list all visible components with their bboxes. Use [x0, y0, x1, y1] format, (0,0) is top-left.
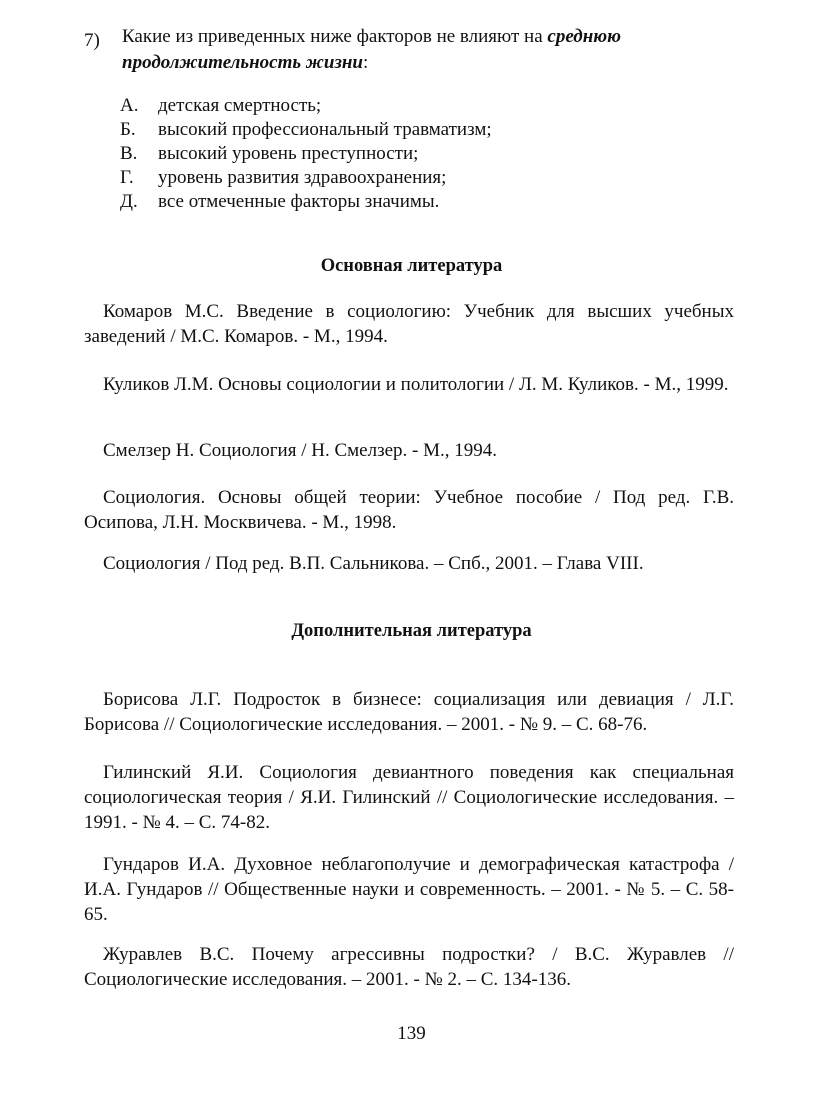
answer-option-b — [120, 118, 720, 142]
option-text: высокий профессиональный травматизм; — [158, 119, 492, 140]
question-number: 7) — [84, 30, 100, 51]
reference-entry: Комаров М.С. Введение в социологию: Учебник для высших учебных заведений / М.С. Комаров. - М., 1994. — [84, 301, 734, 347]
option-letter: Г. — [120, 167, 134, 188]
option-letter: Б. — [120, 119, 136, 140]
reference-entry: Смелзер Н. Социология / Н. Смелзер. - М., 1994. — [103, 440, 497, 461]
option-text: все отмеченные факторы значимы. — [158, 191, 440, 212]
reference-entry: Журавлев В.С. Почему агрессивны подростки? / В.С. Журавлев // Социологические исследования. – 2001. - № 2. – С. 134-136. — [84, 944, 734, 990]
question-text-start: Какие из приведенных ниже факторов не влияют на — [122, 26, 548, 47]
answer-options — [120, 94, 720, 214]
page-number: 139 — [397, 1023, 426, 1044]
reference-entry: Куликов Л.М. Основы социологии и политологии / Л. М. Куликов. - М., 1999. — [103, 374, 729, 395]
option-letter: В. — [120, 143, 138, 164]
question-text — [122, 24, 736, 76]
question-block — [84, 24, 736, 76]
main-literature-heading: Основная литература — [320, 256, 503, 276]
answer-option-d — [120, 190, 720, 214]
answer-option-v — [120, 142, 720, 166]
reference-entry: Борисова Л.Г. Подросток в бизнесе: социализация или девиация / Л.Г. Борисова // Социологические исследования. – 2001. - № 9. – С. 68-76. — [84, 689, 734, 735]
option-text: детская смертность; — [158, 95, 322, 116]
reference-entry: Гундаров И.А. Духовное неблагополучие и демографическая катастрофа / И.А. Гундаров // Общественные науки и современность. – 2001. - № 5. – С. 58-65. — [84, 854, 734, 925]
option-text: уровень развития здравоохранения; — [158, 167, 447, 188]
additional-literature-heading: Дополнительная литература — [291, 621, 532, 641]
question-emphasis: среднюю продолжительность жизни — [122, 26, 622, 73]
reference-entry: Гилинский Я.И. Социология девиантного поведения как специальная социологическая теория / Я.И. Гилинский // Социологические исследования. – 1991. - № 4. – С. 74-82. — [84, 762, 734, 833]
answer-option-g — [120, 166, 720, 190]
option-text: высокий уровень преступности; — [158, 143, 419, 164]
option-letter: А. — [120, 95, 139, 116]
option-letter: Д. — [120, 191, 138, 212]
answer-option-a — [120, 94, 720, 118]
question-text-end: : — [362, 52, 369, 73]
reference-entry: Социология. Основы общей теории: Учебное пособие / Под ред. Г.В. Осипова, Л.Н. Москвичева. - М., 1998. — [84, 487, 734, 533]
reference-entry: Социология / Под ред. В.П. Сальникова. – Спб., 2001. – Глава VIII. — [103, 553, 644, 574]
